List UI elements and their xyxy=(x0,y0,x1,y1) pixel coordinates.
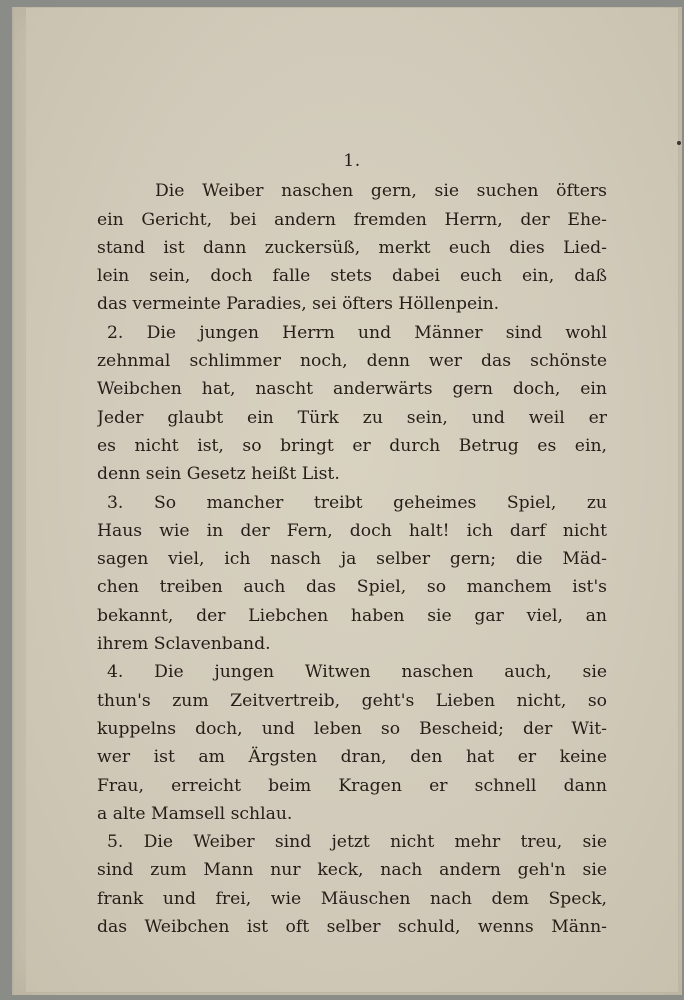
text-line: 5. Die Weiber sind jetzt nicht mehr treu, sie xyxy=(107,832,607,853)
text-line: thun's zum Zeitvertreib, geht's Lieben nicht, so xyxy=(97,690,607,711)
text-line: frank und frei, wie Mäuschen nach dem Speck, xyxy=(97,888,607,909)
stanza-2 xyxy=(97,319,607,489)
text-line: das vermeinte Paradies, sei öfters Höllenpein. xyxy=(97,294,500,315)
text-line: Frau, erreicht beim Kragen er schnell dann xyxy=(97,775,607,796)
text-line: das Weibchen ist oft selber schuld, wenns Männ- xyxy=(97,917,607,938)
text-line: a alte Mamsell schlau. xyxy=(97,803,293,824)
text-line: sagen viel, ich nasch ja selber gern; die Mäd- xyxy=(97,549,607,570)
stanza-1 xyxy=(97,177,607,318)
text-line: Weibchen hat, nascht anderwärts gern doch, ein xyxy=(97,379,607,400)
text-line: Jeder glaubt ein Türk zu sein, und weil er xyxy=(97,407,607,428)
text-line: chen treiben auch das Spiel, so manchem ist's xyxy=(97,577,607,598)
text-line: stand ist dann zuckersüß, merkt euch dies Lied- xyxy=(97,237,607,258)
song-text xyxy=(97,147,607,941)
text-line: wer ist am Ärgsten dran, den hat er keine xyxy=(97,747,607,768)
text-line: 3. So mancher treibt geheimes Spiel, zu xyxy=(107,492,607,513)
stanza-4 xyxy=(97,658,607,828)
text-line: sind zum Mann nur keck, nach andern geh'n sie xyxy=(97,860,607,881)
text-line: 4. Die jungen Witwen naschen auch, sie xyxy=(107,662,607,683)
text-line: ein Gericht, bei andern fremden Herrn, der Ehe- xyxy=(97,209,607,230)
text-line: denn sein Gesetz heißt List. xyxy=(97,464,340,485)
page-heading: 1. xyxy=(343,151,361,171)
text-line: Die Weiber naschen gern, sie suchen öfters xyxy=(155,181,607,202)
stanza-3 xyxy=(97,489,607,659)
text-line: ihrem Sclavenband. xyxy=(97,634,271,655)
text-line: Haus wie in der Fern, doch halt! ich darf nicht xyxy=(97,520,607,541)
stanza-5 xyxy=(97,828,607,941)
text-line: 2. Die jungen Herrn und Männer sind wohl xyxy=(107,322,607,343)
text-line: bekannt, der Liebchen haben sie gar viel, an xyxy=(97,605,607,626)
ink-speck xyxy=(677,141,681,145)
text-line: zehnmal schlimmer noch, denn wer das schönste xyxy=(97,351,607,372)
text-line: lein sein, doch falle stets dabei euch ein, daß xyxy=(97,266,607,287)
text-line: kuppelns doch, und leben so Bescheid; der Wit- xyxy=(97,718,607,739)
text-line: es nicht ist, so bringt er durch Betrug es ein, xyxy=(97,435,607,456)
